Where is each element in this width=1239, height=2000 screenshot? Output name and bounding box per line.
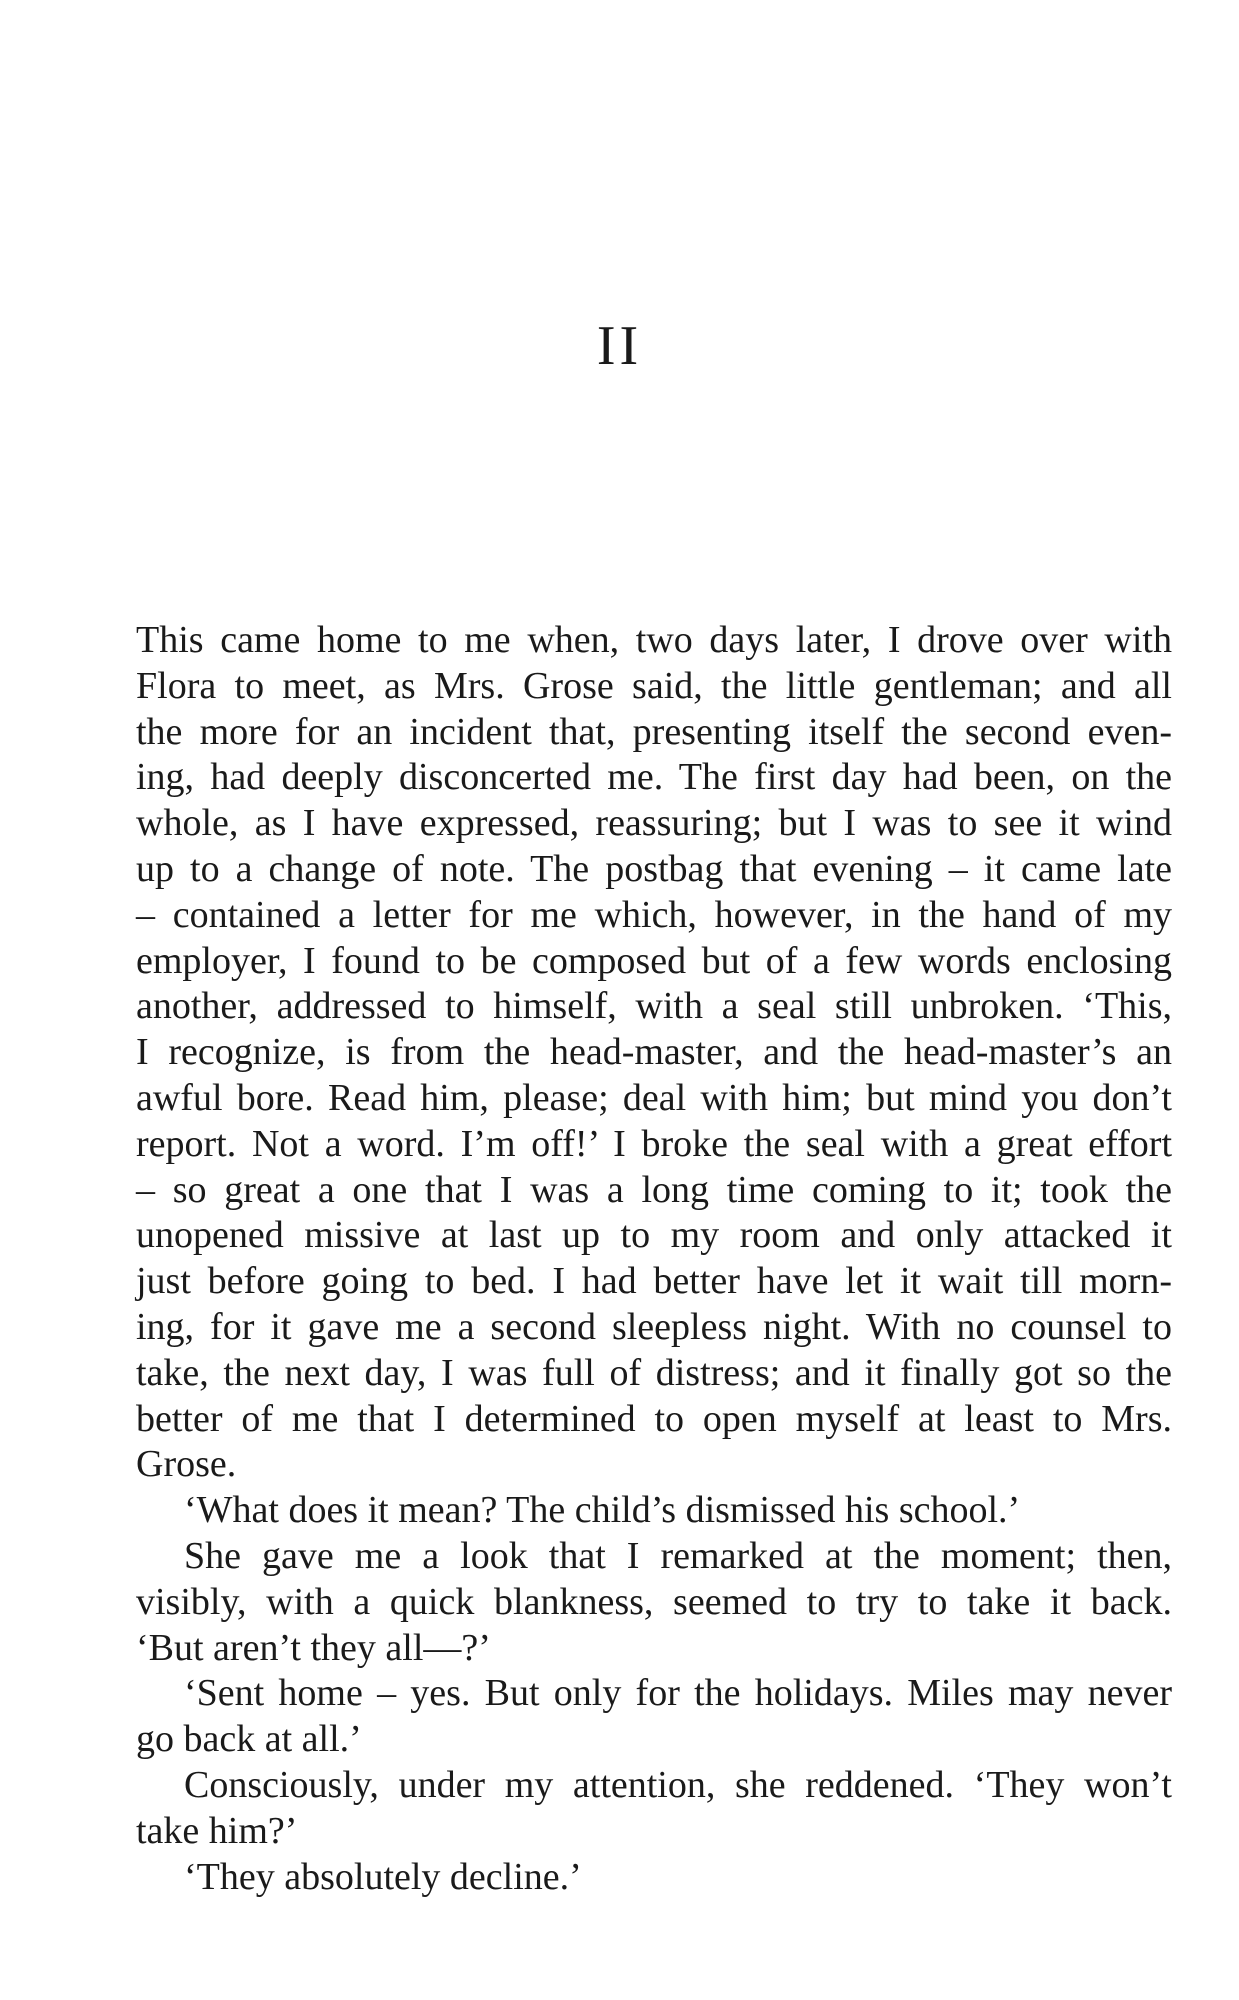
text-line: take, the next day, I was full of distress; and it finally got so the (136, 1351, 1172, 1394)
paragraph (136, 1671, 1172, 1763)
text-line: ‘What does it mean? The child’s dismissed his school.’ (184, 1489, 1021, 1532)
chapter-body (136, 618, 1172, 1900)
text-line: ing, for it gave me a second sleepless night. With no counsel to (136, 1305, 1172, 1348)
text-line: ing, had deeply disconcerted me. The first day had been, on the (136, 756, 1172, 799)
text-line: visibly, with a quick blankness, seemed to try to take it back. (136, 1580, 1172, 1623)
text-line: awful bore. Read him, please; deal with him; but mind you don’t (136, 1076, 1172, 1119)
text-line: Flora to meet, as Mrs. Grose said, the little gentleman; and all (136, 664, 1172, 707)
text-line: ‘But aren’t they all—?’ (136, 1626, 491, 1669)
paragraph (136, 1488, 1172, 1534)
text-line: report. Not a word. I’m off!’ I broke the seal with a great effort (136, 1122, 1172, 1165)
text-line: I recognize, is from the head-master, and the head-master’s an (136, 1031, 1172, 1074)
text-line: better of me that I determined to open myself at least to Mrs. (136, 1397, 1172, 1440)
text-line: go back at all.’ (136, 1718, 362, 1761)
text-line: employer, I found to be composed but of a few words enclosing (136, 939, 1172, 982)
text-line: take him?’ (136, 1809, 298, 1852)
paragraph (136, 1855, 1172, 1901)
text-line: – contained a letter for me which, however, in the hand of my (136, 893, 1172, 936)
text-line: whole, as I have expressed, reassuring; but I was to see it wind (136, 802, 1172, 845)
text-line: ‘They absolutely decline.’ (184, 1855, 582, 1898)
text-line: Consciously, under my attention, she reddened. ‘They won’t (184, 1763, 1172, 1806)
text-line: unopened missive at last up to my room and only attacked it (136, 1214, 1172, 1257)
text-line: She gave me a look that I remarked at the moment; then, (184, 1534, 1172, 1577)
text-line: just before going to bed. I had better have let it wait till morn- (136, 1260, 1172, 1303)
text-line: another, addressed to himself, with a seal still unbroken. ‘This, (136, 985, 1172, 1028)
text-line: – so great a one that I was a long time coming to it; took the (136, 1168, 1172, 1211)
text-line: Grose. (136, 1443, 237, 1486)
paragraph (136, 618, 1172, 1488)
chapter-number: II (596, 315, 643, 378)
text-line: up to a change of note. The postbag that evening – it came late (136, 847, 1172, 890)
text-line: This came home to me when, two days later, I drove over with (136, 619, 1172, 661)
paragraph (136, 1763, 1172, 1855)
text-line: ‘Sent home – yes. But only for the holidays. Miles may never (184, 1672, 1172, 1715)
paragraph (136, 1534, 1172, 1671)
text-line: the more for an incident that, presenting itself the second even- (136, 710, 1172, 753)
